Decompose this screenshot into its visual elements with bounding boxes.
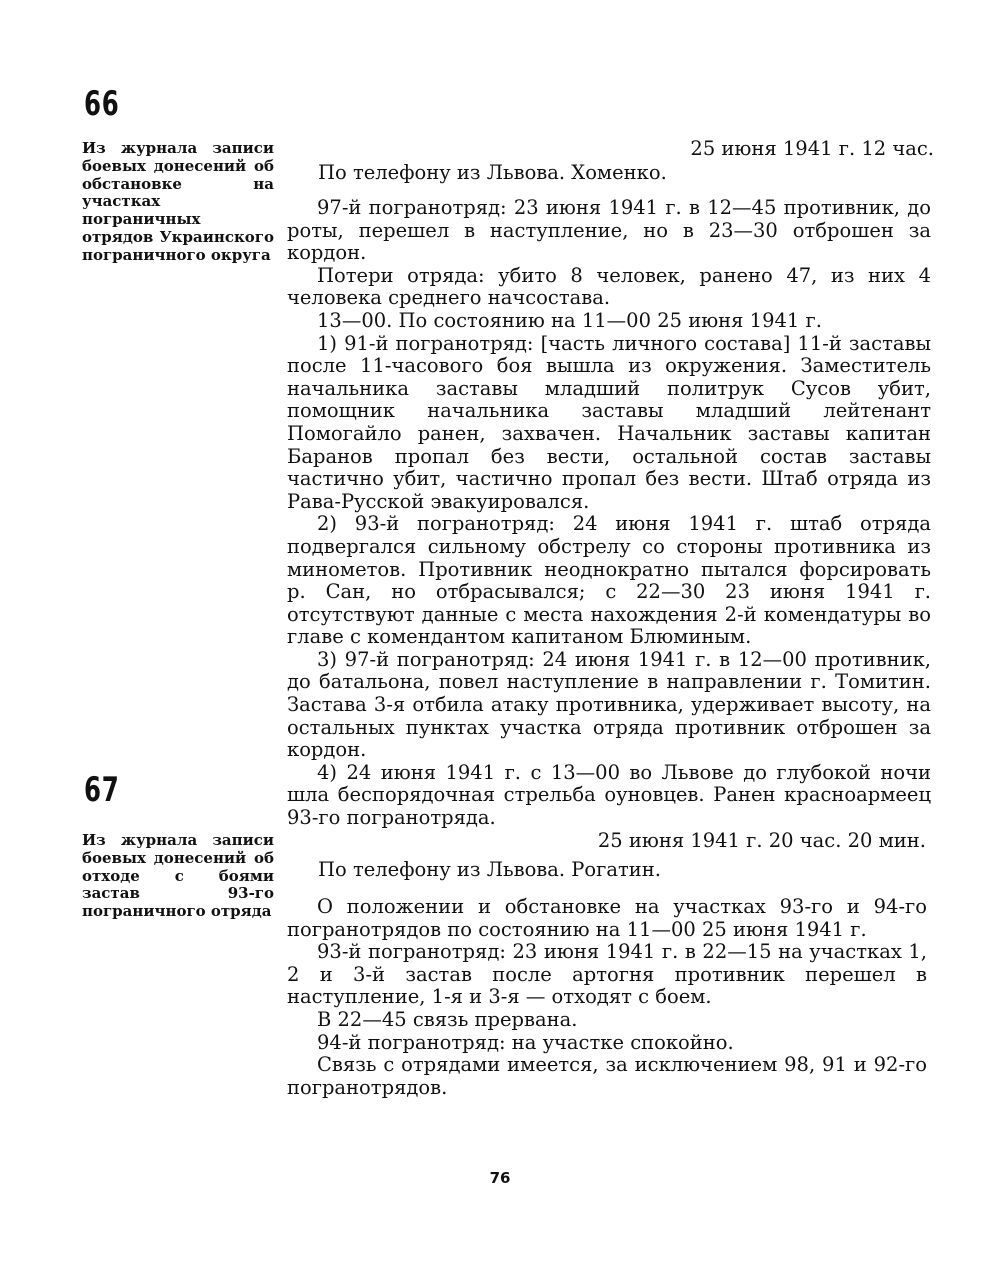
document-caption: Из журнала записи боевых донесений об обстановке на участках пограничных отрядов Украинского пограничного округа [82, 139, 274, 264]
document-source: По телефону из Львова. Рогатин. [318, 858, 661, 881]
paragraph: 1) 91-й погранотряд: [часть личного состава] 11-й заставы после 11-часового боя вышла из окружения. Заместитель начальника заставы младший политрук Сусов убит, помощник начальника заставы младший лейтенант Помогайло ранен, захвачен. Начальник заставы капитан Баранов пропал без вести, остальной состав заставы частично убит, частично пропал без вести. Штаб отряда из Рава-Русской эвакуировался. [287, 331, 931, 513]
paragraph: О положении и обстановке на участках 93-го и 94-го погранотрядов по состоянию на 11—00 25 июня 1941 г. [287, 895, 927, 941]
paragraph: 3) 97-й погранотряд: 24 июня 1941 г. в 12—00 противник, до батальона, повел наступление в направлении г. Томитин. Застава 3-я отбила атаку противника, удерживает высоту, на остальных пунктах участка отряда противник отброшен за кордон. [287, 647, 931, 762]
document-date: 25 июня 1941 г. 12 час. [690, 137, 934, 160]
paragraph: 93-й погранотряд: 23 июня 1941 г. в 22—15 на участках 1, 2 и 3-й застав после артогня противник перешел в наступление, 1-я и 3-я — отходят с боем. [287, 940, 927, 1009]
document-number: 67 [84, 770, 120, 810]
document-number: 66 [84, 84, 120, 124]
paragraph: 94-й погранотряд: на участке спокойно. [317, 1030, 734, 1054]
document-caption: Из журнала записи боевых донесений об отходе с боями застав 93-го пограничного отряда [82, 831, 274, 921]
paragraph: 13—00. По состоянию на 11—00 25 июня 1941 г. [317, 308, 822, 332]
document-body [287, 896, 927, 1099]
paragraph: Связь с отрядами имеется, за исключением 98, 91 и 92-го погранотрядов. [287, 1053, 927, 1099]
paragraph: В 22—45 связь прервана. [317, 1007, 578, 1031]
page-number: 76 [489, 1169, 511, 1187]
paragraph: 2) 93-й погранотряд: 24 июня 1941 г. штаб отряда подвергался сильному обстрелу со стороны противника из минометов. Противник неоднократно пытался форсировать р. Сан, но отбрасывался; с 22—30 23 июня 1941 г. отсутствуют данные с места нахождения 2-й комендатуры во главе с комендантом капитаном Блюминым. [287, 512, 931, 649]
paragraph: Потери отряда: убито 8 человек, ранено 47, из них 4 человека среднего начсостава. [287, 263, 931, 310]
document-date: 25 июня 1941 г. 20 час. 20 мин. [597, 829, 926, 852]
paragraph: 4) 24 июня 1941 г. с 13—00 во Львове до глубокой ночи шла беспорядочная стрельба оуновцев. Ранен красноармеец 93-го погранотряда. [287, 760, 931, 830]
document-source: По телефону из Львова. Хоменко. [318, 161, 667, 184]
paragraph: 97-й погранотряд: 23 июня 1941 г. в 12—45 противник, до роты, перешел в наступление, но в 23—30 отброшен за кордон. [287, 196, 931, 265]
document-body [287, 197, 931, 830]
